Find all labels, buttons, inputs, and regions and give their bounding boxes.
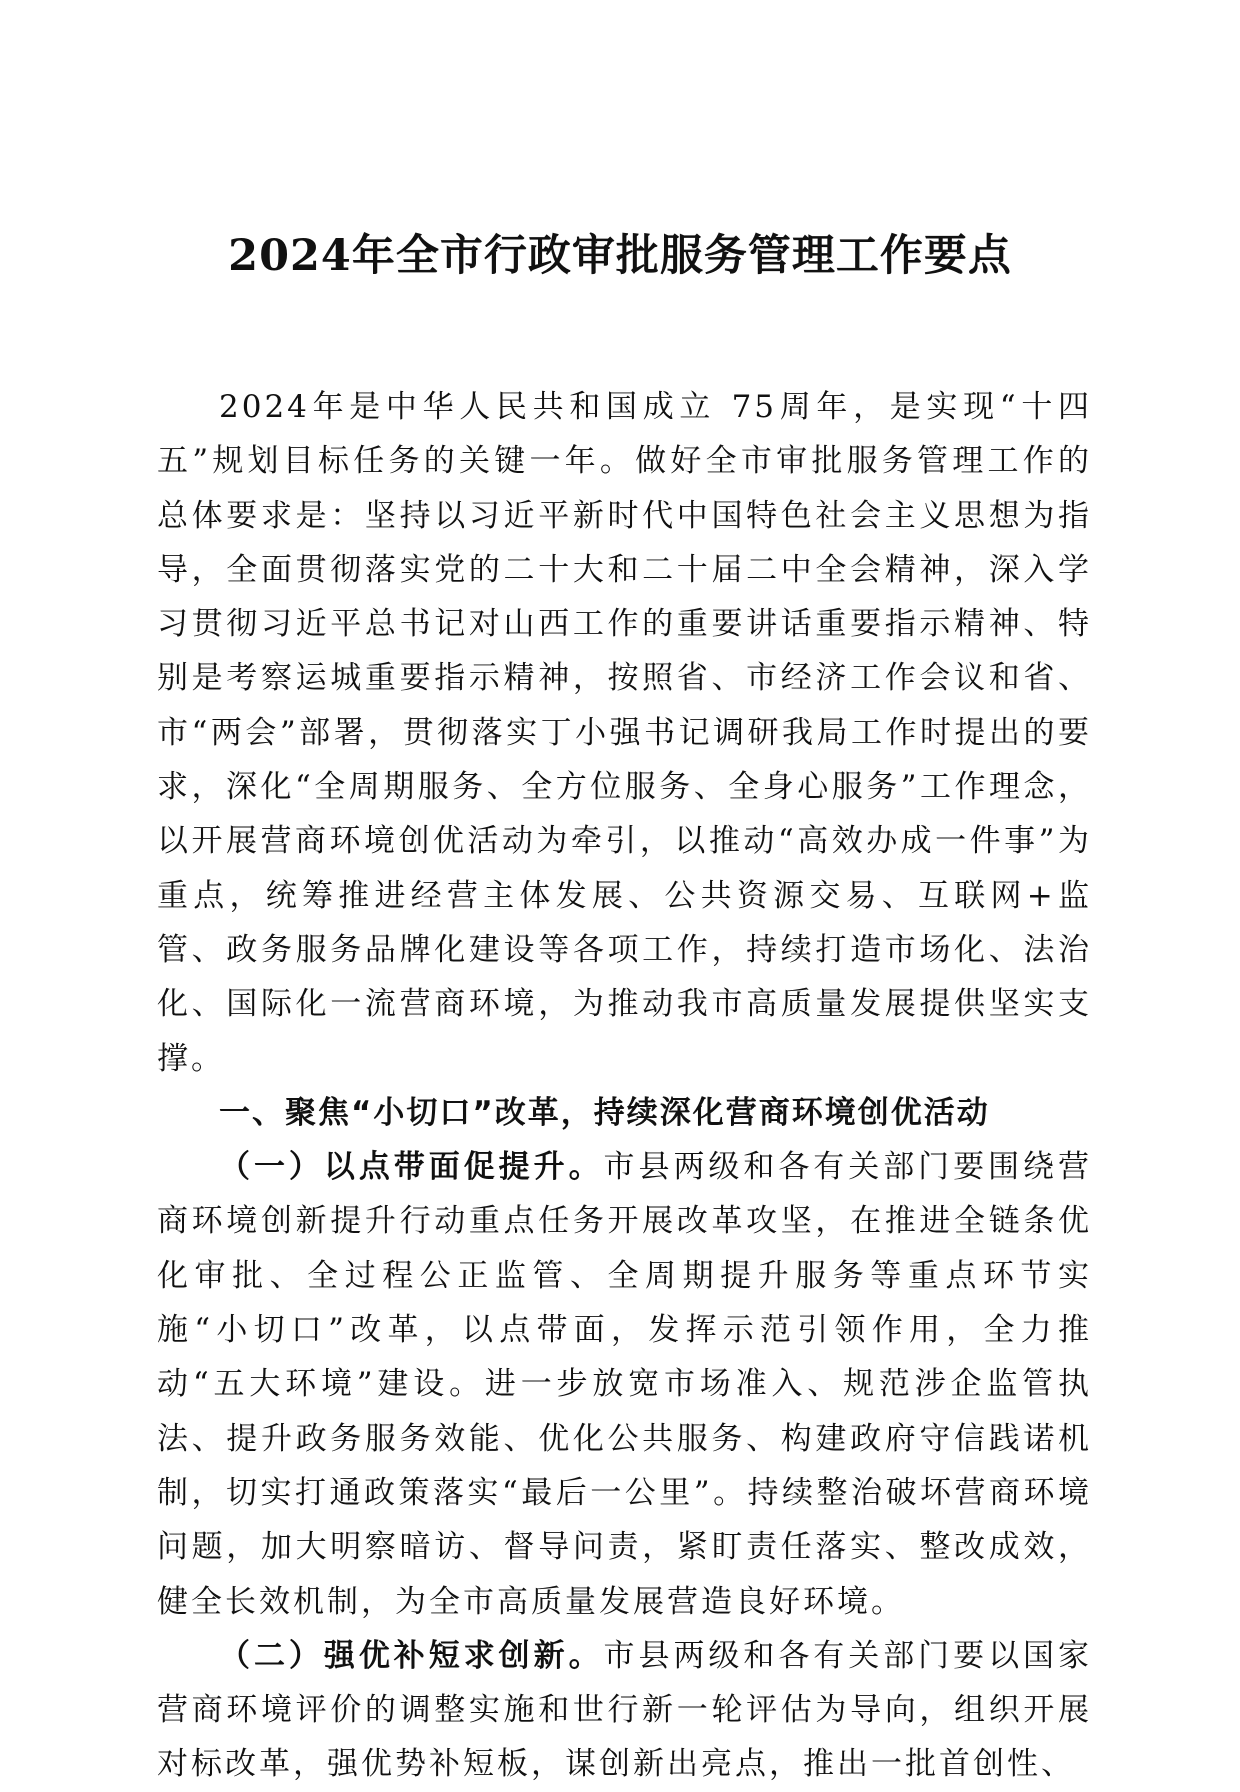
section-item-2 xyxy=(157,1629,1092,1792)
document-body xyxy=(157,380,1092,1792)
section-heading: 一、聚焦“小切口”改革，持续深化营商环境创优活动 xyxy=(219,1094,990,1131)
intro-paragraph: 2024年是中华人民共和国成立 75周年，是实现“十四五”规划目标任务的关键一年。做好全市审批服务管理工作的总体要求是：坚持以习近平新时代中国特色社会主义思想为指导，全面贯彻落实党的二十大和二十届二中全会精神，深入学习贯彻习近平总书记对山西工作的重要讲话重要指示精神、特别是考察运城重要指示精神，按照省、市经济工作会议和省、市“两会”部署，贯彻落实丁小强书记调研我局工作时提出的要求，深化“全周期服务、全方位服务、全身心服务”工作理念，以开展营商环境创优活动为牵引，以推动“高效办成一件事”为重点，统筹推进经营主体发展、公共资源交易、互联网+监管、政务服务品牌化建设等各项工作，持续打造市场化、法治化、国际化一流营商环境，为推动我市高质量发展提供坚实支撑。 xyxy=(157,389,1092,1077)
item-2-text: 市县两级和各有关部门要以国家营商环境评价的调整实施和世行新一轮评估为导向，组织开展对标改革，强优势补短板，谋创新出亮点，推出一批首创性、 xyxy=(157,1637,1093,1783)
item-2-lead: （二）强优补短求创新。 xyxy=(219,1637,604,1674)
item-1-text: 市县两级和各有关部门要围绕营商环境创新提升行动重点任务开展改革攻坚，在推进全链条优化审批、全过程公正监管、全周期提升服务等重点环节实施“小切口”改革，以点带面，发挥示范引领作用，全力推动“五大环境”建设。进一步放宽市场准入、规范涉企监管执法、提升政务服务效能、优化公共服务、构建政府守信践诺机制，切实打通政策落实“最后一公里”。持续整治破坏营商环境问题，加大明察暗访、督导问责，紧盯责任落实、整改成效，健全长效机制，为全市高质量发展营造良好环境。 xyxy=(157,1149,1093,1620)
item-1-lead: （一）以点带面促提升。 xyxy=(219,1149,604,1186)
document-title: 2024年全市行政审批服务管理工作要点 xyxy=(228,231,1012,281)
section-item-1 xyxy=(157,1140,1092,1629)
